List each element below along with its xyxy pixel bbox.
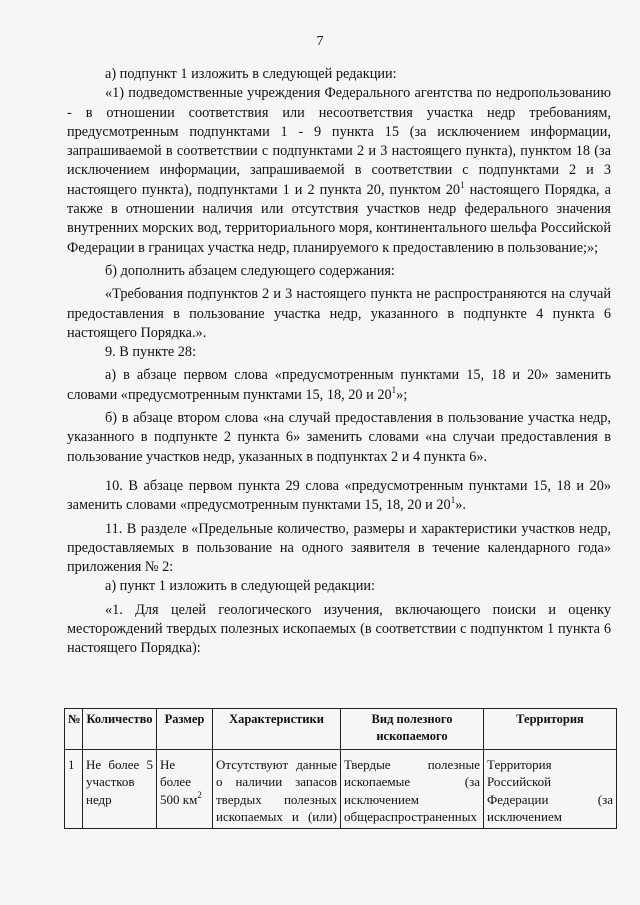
paragraph-subpoint-a: а) подпункт 1 изложить в следующей редакции:: [105, 66, 397, 82]
header-quantity: Количество: [83, 709, 157, 750]
paragraph-quote-3: «1. Для целей геологического изучения, включающего поиски и оценку месторождений твердых полезных ископаемых (в соответствии с подпунктом 1 пункта 6 настоящего Порядка):: [67, 601, 611, 657]
paragraph-point-9-b: б) в абзаце втором слова «на случай предоставления в пользование участка недр, указанного в подпункте 2 пункта 6» заменить словами «на случаи предоставления в пользование участков недр, указанных в подпунктах 2 и 4 пункта 6».: [67, 410, 611, 465]
paragraph-point-9: 9. В пункте 28:: [105, 344, 197, 361]
cell-characteristics: Отсутствуют данные о наличии запасов твердых полезных ископаемых и (или): [213, 750, 341, 829]
paragraph-quote-2: «Требования подпунктов 2 и 3 настоящего пункта не распространяются на случай предоставления в пользование участка недр, указанного в подпункте 4 пункта 6 настоящего Порядка.».: [67, 286, 611, 341]
header-characteristics: Характеристики: [213, 709, 341, 750]
paragraph-point-11: 11. В разделе «Предельные количество, размеры и характеристики участков недр, предоставляемых в пользование на одного заявителя в течение календарного года» приложения № 2:: [67, 520, 611, 576]
paragraph-subpoint-b: б) дополнить абзацем следующего содержания:: [105, 262, 395, 279]
cell-size: Не более 500 $км^2$: [157, 750, 213, 829]
paragraph-point-9-a: а) в абзаце первом слова «предусмотренным пунктами 15, 18 и 20» заменить словами «предусмотренным пунктами 15, 18, 20 и $20^1$»;: [67, 367, 611, 403]
document-body: [67, 65, 611, 659]
header-size: Размер: [157, 709, 213, 750]
cell-quantity: Не более 5 участков недр: [83, 750, 157, 829]
limits-table: [64, 708, 617, 829]
header-num: №: [65, 709, 83, 750]
header-territory: Территория: [484, 709, 617, 750]
paragraph-quote-1: «1) подведомственные учреждения Федерального агентства по недропользованию - в отношении соответствия или несоответствия участка недр требованиям, предусмотренным подпунктами 1 - 9 пункта 15 (за исключением информации, запрашиваемой в соответствии с подпунктами 2 и 3 настоящего пункта), пунктом 18 (за исключением информации, запрашиваемой в соответствии с подпунктами 2 и 3 настоящего пункта), подпунктами 1 и 2 пункта 20, пунктом $20^1$ настоящего Порядка, а также в отношении наличия или отсутствия участков недр федерального значения внутренних морских вод, территориального моря, континентального шельфа Российской Федерации в границах участка недр, планируемого к предоставлению в пользование;»;: [67, 85, 611, 256]
paragraph-point-10: 10. В абзаце первом пункта 29 слова «предусмотренным пунктами 15, 18 и 20» заменить словами «предусмотренным пунктами 15, 18, 20 и $20^1$».: [67, 477, 611, 514]
page-bottom-margin: [0, 832, 640, 905]
page-number: 7: [316, 34, 324, 49]
cell-mineral-kind: Твердые полезные ископаемые (за исключением общераспространенных: [341, 750, 484, 829]
paragraph-point-11-a: а) пункт 1 изложить в следующей редакции:: [105, 578, 375, 595]
table-row: [65, 750, 617, 829]
cell-num: 1: [65, 750, 83, 829]
table-header-row: [65, 709, 617, 750]
header-mineral-kind: Вид полезного ископаемого: [341, 709, 484, 750]
cell-territory: Территория Российской Федерации (за исключением: [484, 750, 617, 829]
